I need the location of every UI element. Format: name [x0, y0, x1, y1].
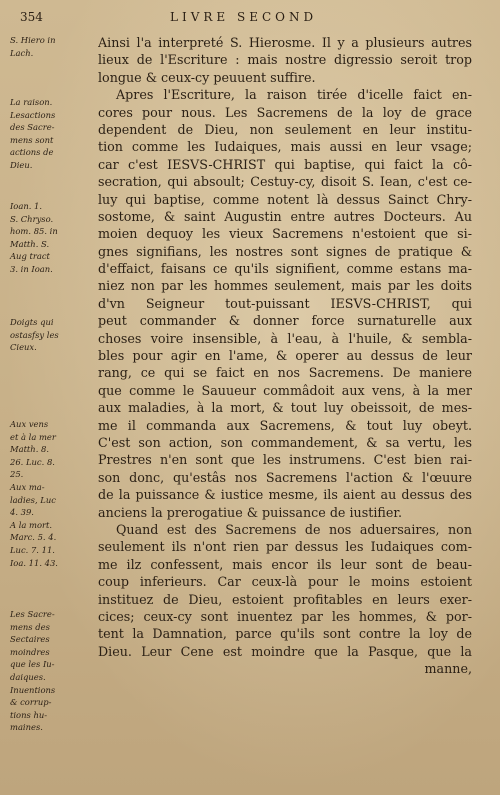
text-line: C'est son action, son commandement, & sa vertu, les [98, 434, 472, 450]
text-line: car c'est IESVS-CHRIST qui baptise, qui faict la cô- [98, 156, 472, 172]
text-line: me il commanda aux Sacremens, & tout luy obeyt. [98, 417, 472, 433]
text-line: Quand est des Sacremens de nos aduersaires, non [116, 521, 472, 537]
text-line: cores pour nous. Les Sacremens de la loy de grace [98, 104, 472, 120]
margin-note: Aux vens et à la mer Matth. 8. 26. Luc. 8. 25. Aux ma- ladies, Luc 4. 39. A la mort. Marc. 5. 4. Luc. 7. 11. Ioa. 11. 43. [10, 419, 58, 568]
text-line: Apres l'Escriture, la raison tirée d'icelle faict en- [116, 87, 472, 103]
text-line: bles pour agir en l'ame, & operer au dessus de leur [98, 348, 472, 364]
margin-note: Ioan. 1. S. Chryso. hom. 85. in Matth. S. Aug tract 3. in Ioan. [10, 201, 58, 274]
page-number: 354 [20, 10, 43, 24]
text-line: seulement ils n'ont rien par dessus les Iudaiques com- [98, 539, 472, 555]
margin-note: Les Sacre- mens des Sectaires moindres que les Iu- daiques. Inuentions & corrup- tions hu- maines. [10, 609, 56, 733]
running-head: LIVRE SECOND [170, 10, 318, 24]
text-line: choses voire insensible, à l'eau, à l'huile, & sembla- [98, 330, 472, 346]
text-line: tion comme les Iudaiques, mais aussi en leur vsage; [98, 139, 472, 155]
text-line: Prestres n'en sont que les instrumens. C'est bien rai- [98, 452, 472, 468]
text-line: que comme le Sauueur commâdoit aux vens, à la mer [98, 382, 472, 398]
margin-note: Doigts qui ostasfsy les Cieux. [10, 317, 59, 353]
text-line: niez non par les hommes seulement, mais par les doits [98, 278, 472, 294]
text-line: instituez de Dieu, estoient profitables en leurs exer- [98, 591, 472, 607]
text-line: me ilz confessent, mais encor ils leur sont de beau- [98, 556, 472, 572]
main-text [98, 34, 472, 789]
text-line: son donc, qu'estâs nos Sacremens l'action & l'œuure [98, 469, 472, 485]
margin-notes [10, 34, 96, 784]
text-line: Dieu. Leur Cene est moindre que la Pasque, que la [98, 643, 472, 659]
text-line: manne, [424, 661, 472, 677]
page-header [20, 10, 480, 30]
text-line: coup inferieurs. Car ceux-là pour le moins estoient [98, 574, 472, 590]
text-line: anciens la prerogatiue & puissance de iustifier. [98, 504, 403, 520]
text-line: sostome, & saint Augustin entre autres Docteurs. Au [98, 208, 472, 224]
text-line: rang, ce qui se faict en nos Sacremens. De maniere [98, 365, 472, 381]
margin-note: La raison. Lesactions des Sacre- mens sont actions de Dieu. [10, 97, 56, 170]
text-line: lieux de l'Escriture : mais nostre digressio seroit trop [98, 52, 472, 68]
text-line: gnes signifians, les nostres sont signes de pratique & [98, 243, 472, 259]
text-line: Ainsi l'a interpreté S. Hierosme. Il y a plusieurs autres [98, 35, 472, 50]
text-line: de la puissance & iustice mesme, ils aient au dessus des [98, 487, 472, 503]
text-line: peut commander & donner force surnaturelle aux [98, 313, 472, 329]
text-line: longue & ceux-cy peuuent suffire. [98, 69, 316, 85]
text-line: tent la Damnation, parce qu'ils sont contre la loy de [98, 626, 472, 642]
text-line: moien dequoy les vieux Sacremens n'estoient que si- [98, 226, 472, 242]
text-line: cices; ceux-cy sont inuentez par les hommes, & por- [98, 608, 472, 624]
text-line: secration, qui absoult; Cestuy-cy, disoit S. Iean, c'est ce- [98, 174, 472, 190]
text-line: dependent de Dieu, non seulement en leur institu- [98, 121, 472, 137]
text-line: aux maladies, à la mort, & tout luy obeissoit, de mes- [98, 400, 472, 416]
margin-note: S. Hiero in Lach. [10, 35, 56, 58]
text-line: luy qui baptise, comme notent là dessus Sainct Chry- [98, 191, 472, 207]
text-line: d'vn Seigneur tout-puissant IESVS-CHRIST, qui [98, 295, 472, 311]
text-line: d'effaict, faisans ce qu'ils signifient, comme estans ma- [98, 261, 472, 277]
